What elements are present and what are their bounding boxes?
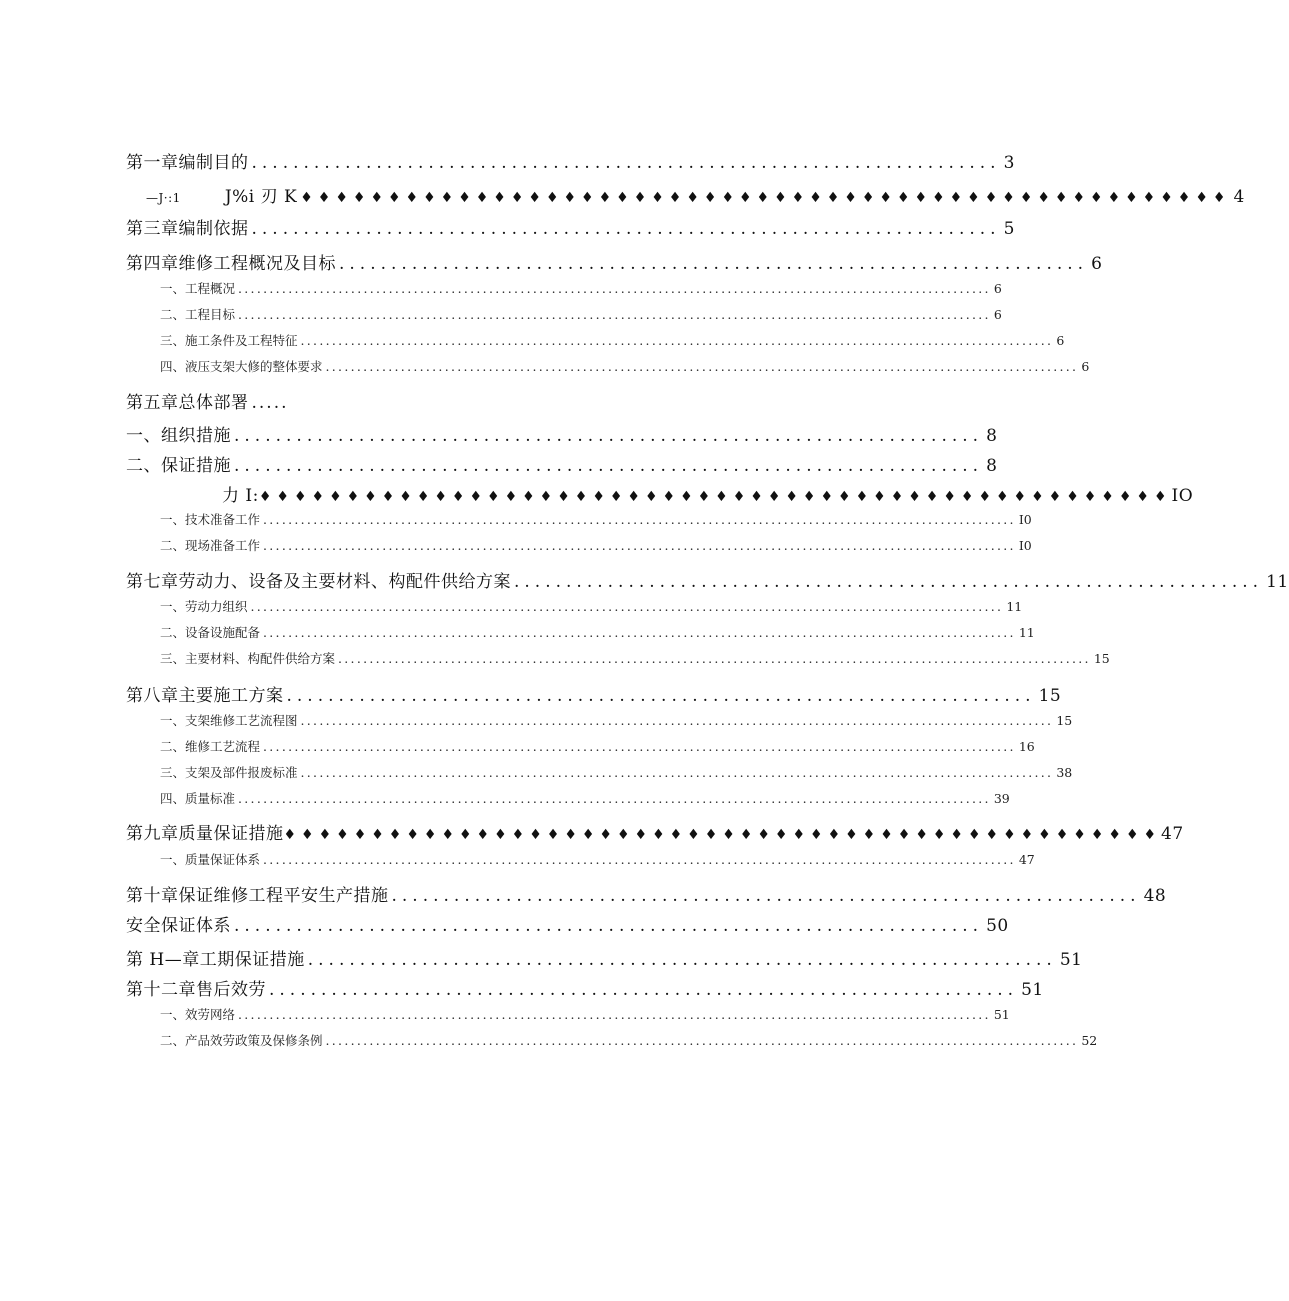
toc-page-number: 5 <box>1003 219 1015 239</box>
toc-entry-section[interactable] <box>160 623 1035 641</box>
toc-entry-title: 第九章质量保证措施 <box>126 824 284 844</box>
dot-leader: ........................................................................................................................ <box>325 1033 1079 1048</box>
toc-entry-title: 二、产品效劳政策及保修条例 <box>160 1033 323 1048</box>
toc-entry-title: 三、支架及部件报废标准 <box>160 765 298 780</box>
toc-page-number: I0 <box>1018 512 1032 527</box>
toc-entry-guarantee[interactable] <box>126 451 998 476</box>
dot-leader: ........................................................................ <box>234 916 984 936</box>
toc-page-number: 6 <box>993 307 1002 322</box>
toc-entry-section[interactable] <box>160 597 1023 615</box>
toc-entry-chapter-12[interactable] <box>126 975 1044 1000</box>
toc-page-number: 51 <box>1021 980 1044 1000</box>
toc-page-number: 6 <box>993 281 1002 296</box>
toc-page-number: 11 <box>1018 625 1035 640</box>
toc-page-number: 8 <box>986 426 998 446</box>
toc-page-number: 11 <box>1266 572 1289 592</box>
toc-entry-chapter-6[interactable] <box>222 481 1194 506</box>
toc-entry-section[interactable] <box>160 711 1073 729</box>
toc-entry-section[interactable] <box>160 357 1090 375</box>
toc-entry-section[interactable] <box>160 1031 1098 1049</box>
diamond-leader: ♦♦♦♦♦♦♦♦♦♦♦♦♦♦♦♦♦♦♦♦♦♦♦♦♦♦♦♦♦♦♦♦♦♦♦♦♦♦♦♦♦♦♦♦♦♦♦♦♦♦ <box>283 827 1162 843</box>
diamond-leader: ♦♦♦♦♦♦♦♦♦♦♦♦♦♦♦♦♦♦♦♦♦♦♦♦♦♦♦♦♦♦♦♦♦♦♦♦♦♦♦♦♦♦♦♦♦♦♦♦♦♦♦♦ <box>258 489 1172 505</box>
toc-page-number: 15 <box>1038 686 1062 706</box>
dot-leader: ........................................................................ <box>307 950 1057 970</box>
toc-entry-title: 三、主要材料、构配件供给方案 <box>160 651 336 666</box>
dot-leader: ........................................................................................................................ <box>325 359 1079 374</box>
toc-entry-title: 一、技术准备工作 <box>160 512 261 527</box>
toc-entry-section[interactable] <box>160 510 1032 528</box>
toc-page-number: 6 <box>1056 333 1065 348</box>
toc-entry-section[interactable] <box>160 536 1032 554</box>
dot-leader: ........................................................................ <box>339 254 1089 274</box>
toc-entry-chapter-10[interactable] <box>126 881 1167 906</box>
toc-entry-organization[interactable] <box>126 421 998 446</box>
toc-entry-title-part2: J%i 刃 K <box>224 187 298 207</box>
dot-leader: ........................................................................................................................ <box>263 625 1016 640</box>
dot-leader: ........................................................................................................................ <box>300 765 1054 780</box>
toc-entry-title: 第五章总体部署 <box>126 393 249 413</box>
dot-leader: ........................................................................................................................ <box>263 512 1016 527</box>
toc-page-number: 51 <box>1059 950 1083 970</box>
toc-entry-section[interactable] <box>160 279 1002 297</box>
toc-entry-title: 一、质量保证体系 <box>160 852 261 867</box>
dot-leader: ........................................................................ <box>269 980 1019 1000</box>
dot-leader: ........................................................................................................................ <box>263 538 1016 553</box>
toc-page-number: 38 <box>1056 765 1073 780</box>
toc-entry-title: 一、支架维修工艺流程图 <box>160 713 298 728</box>
toc-page-number: 47 <box>1018 852 1035 867</box>
toc-entry-title: 二、现场准备工作 <box>160 538 261 553</box>
toc-entry-title: 一、劳动力组织 <box>160 599 248 614</box>
dot-leader: ........................................................................................................................ <box>300 713 1054 728</box>
toc-entry-chapter-1[interactable] <box>126 148 1015 173</box>
toc-entry-section[interactable] <box>160 789 1010 807</box>
toc-entry-title: 二、工程目标 <box>160 307 236 322</box>
toc-page-number: 6 <box>1091 254 1103 274</box>
toc-entry-title: 四、液压支架大修的整体要求 <box>160 359 323 374</box>
toc-page-number: 16 <box>1018 739 1035 754</box>
toc-entry-title: 第八章主要施工方案 <box>126 686 284 706</box>
toc-entry-title: 力 I: <box>222 486 259 506</box>
toc-entry-chapter-7[interactable] <box>126 567 1289 592</box>
dot-leader: ..... <box>251 393 289 413</box>
toc-entry-section[interactable] <box>160 1005 1010 1023</box>
toc-entry-section[interactable] <box>160 737 1035 755</box>
toc-entry-title: 安全保证体系 <box>126 916 231 936</box>
dot-leader: ........................................................................ <box>286 686 1036 706</box>
toc-entry-section[interactable] <box>160 649 1110 667</box>
toc-entry-title: 二、维修工艺流程 <box>160 739 261 754</box>
dot-leader: ........................................................................ <box>234 456 984 476</box>
toc-entry-title: 二、设备设施配备 <box>160 625 261 640</box>
dot-leader: ........................................................................................................................ <box>238 281 991 296</box>
dot-leader: ........................................................................................................................ <box>338 651 1091 666</box>
toc-page-number: 11 <box>1006 599 1023 614</box>
toc-entry-chapter-2[interactable] <box>126 182 1245 207</box>
diamond-leader: ♦♦♦♦♦♦♦♦♦♦♦♦♦♦♦♦♦♦♦♦♦♦♦♦♦♦♦♦♦♦♦♦♦♦♦♦♦♦♦♦♦♦♦♦♦♦♦♦♦♦♦♦♦ <box>300 190 1231 206</box>
toc-entry-title: 第十二章售后效劳 <box>126 980 266 1000</box>
dot-leader: ........................................................................................................................ <box>238 791 991 806</box>
toc-entry-title: 一、效劳网络 <box>160 1007 236 1022</box>
toc-page-number: 15 <box>1093 651 1110 666</box>
toc-entry-title: 一、工程概况 <box>160 281 236 296</box>
dot-leader: ........................................................................................................................ <box>238 1007 991 1022</box>
toc-page-number: 51 <box>993 1007 1010 1022</box>
toc-page-number: 48 <box>1143 886 1167 906</box>
toc-page-number: 15 <box>1056 713 1073 728</box>
toc-entry-title: 第一章编制目的 <box>126 153 249 173</box>
toc-entry-section[interactable] <box>160 850 1035 868</box>
toc-entry-chapter-4[interactable] <box>126 249 1103 274</box>
toc-page-number: 6 <box>1081 359 1090 374</box>
toc-entry-title: 三、施工条件及工程特征 <box>160 333 298 348</box>
dot-leader: ........................................................................ <box>514 572 1264 592</box>
dot-leader: ........................................................................ <box>391 886 1141 906</box>
toc-entry-section[interactable] <box>160 763 1073 781</box>
dot-leader: ........................................................................................................................ <box>263 739 1016 754</box>
toc-page-number: 39 <box>993 791 1010 806</box>
dot-leader: ........................................................................ <box>234 426 984 446</box>
dot-leader: ........................................................................................................................ <box>238 307 991 322</box>
toc-entry-title: 二、保证措施 <box>126 456 231 476</box>
toc-entry-title: 第四章维修工程概况及目标 <box>126 254 336 274</box>
toc-entry-chapter-3[interactable] <box>126 214 1015 239</box>
toc-entry-title: 第十章保证维修工程平安生产措施 <box>126 886 389 906</box>
toc-page-number: 50 <box>986 916 1009 936</box>
toc-page-number: 47 <box>1161 824 1184 844</box>
toc-entry-section[interactable] <box>160 305 1002 323</box>
toc-page-number: I0 <box>1018 538 1032 553</box>
toc-entry-title: 第七章劳动力、设备及主要材料、构配件供给方案 <box>126 572 511 592</box>
toc-entry-title: 一、组织措施 <box>126 426 231 446</box>
dot-leader: ........................................................................ <box>251 219 1001 239</box>
toc-entry-chapter-5[interactable] <box>126 388 292 413</box>
toc-entry-title: 第 H—章工期保证措施 <box>126 950 305 970</box>
toc-entry-title: —J·:1 <box>146 191 181 205</box>
toc-page-number: 4 <box>1233 187 1245 207</box>
toc-entry-title: 第三章编制依据 <box>126 219 249 239</box>
toc-page-number: IO <box>1171 486 1194 506</box>
toc-entry-title: 四、质量标准 <box>160 791 236 806</box>
toc-entry-safety-system[interactable] <box>126 911 1009 936</box>
toc-entry-chapter-8[interactable] <box>126 681 1062 706</box>
toc-entry-chapter-9[interactable] <box>126 819 1184 844</box>
dot-leader: ........................................................................................................................ <box>300 333 1054 348</box>
dot-leader: ........................................................................ <box>251 153 1001 173</box>
dot-leader: ........................................................................................................................ <box>250 599 1004 614</box>
toc-page-number: 52 <box>1081 1033 1098 1048</box>
dot-leader: ........................................................................................................................ <box>263 852 1016 867</box>
toc-entry-chapter-11[interactable] <box>126 945 1083 970</box>
toc-page-number: 8 <box>986 456 998 476</box>
toc-page-number: 3 <box>1003 153 1015 173</box>
toc-entry-section[interactable] <box>160 331 1065 349</box>
